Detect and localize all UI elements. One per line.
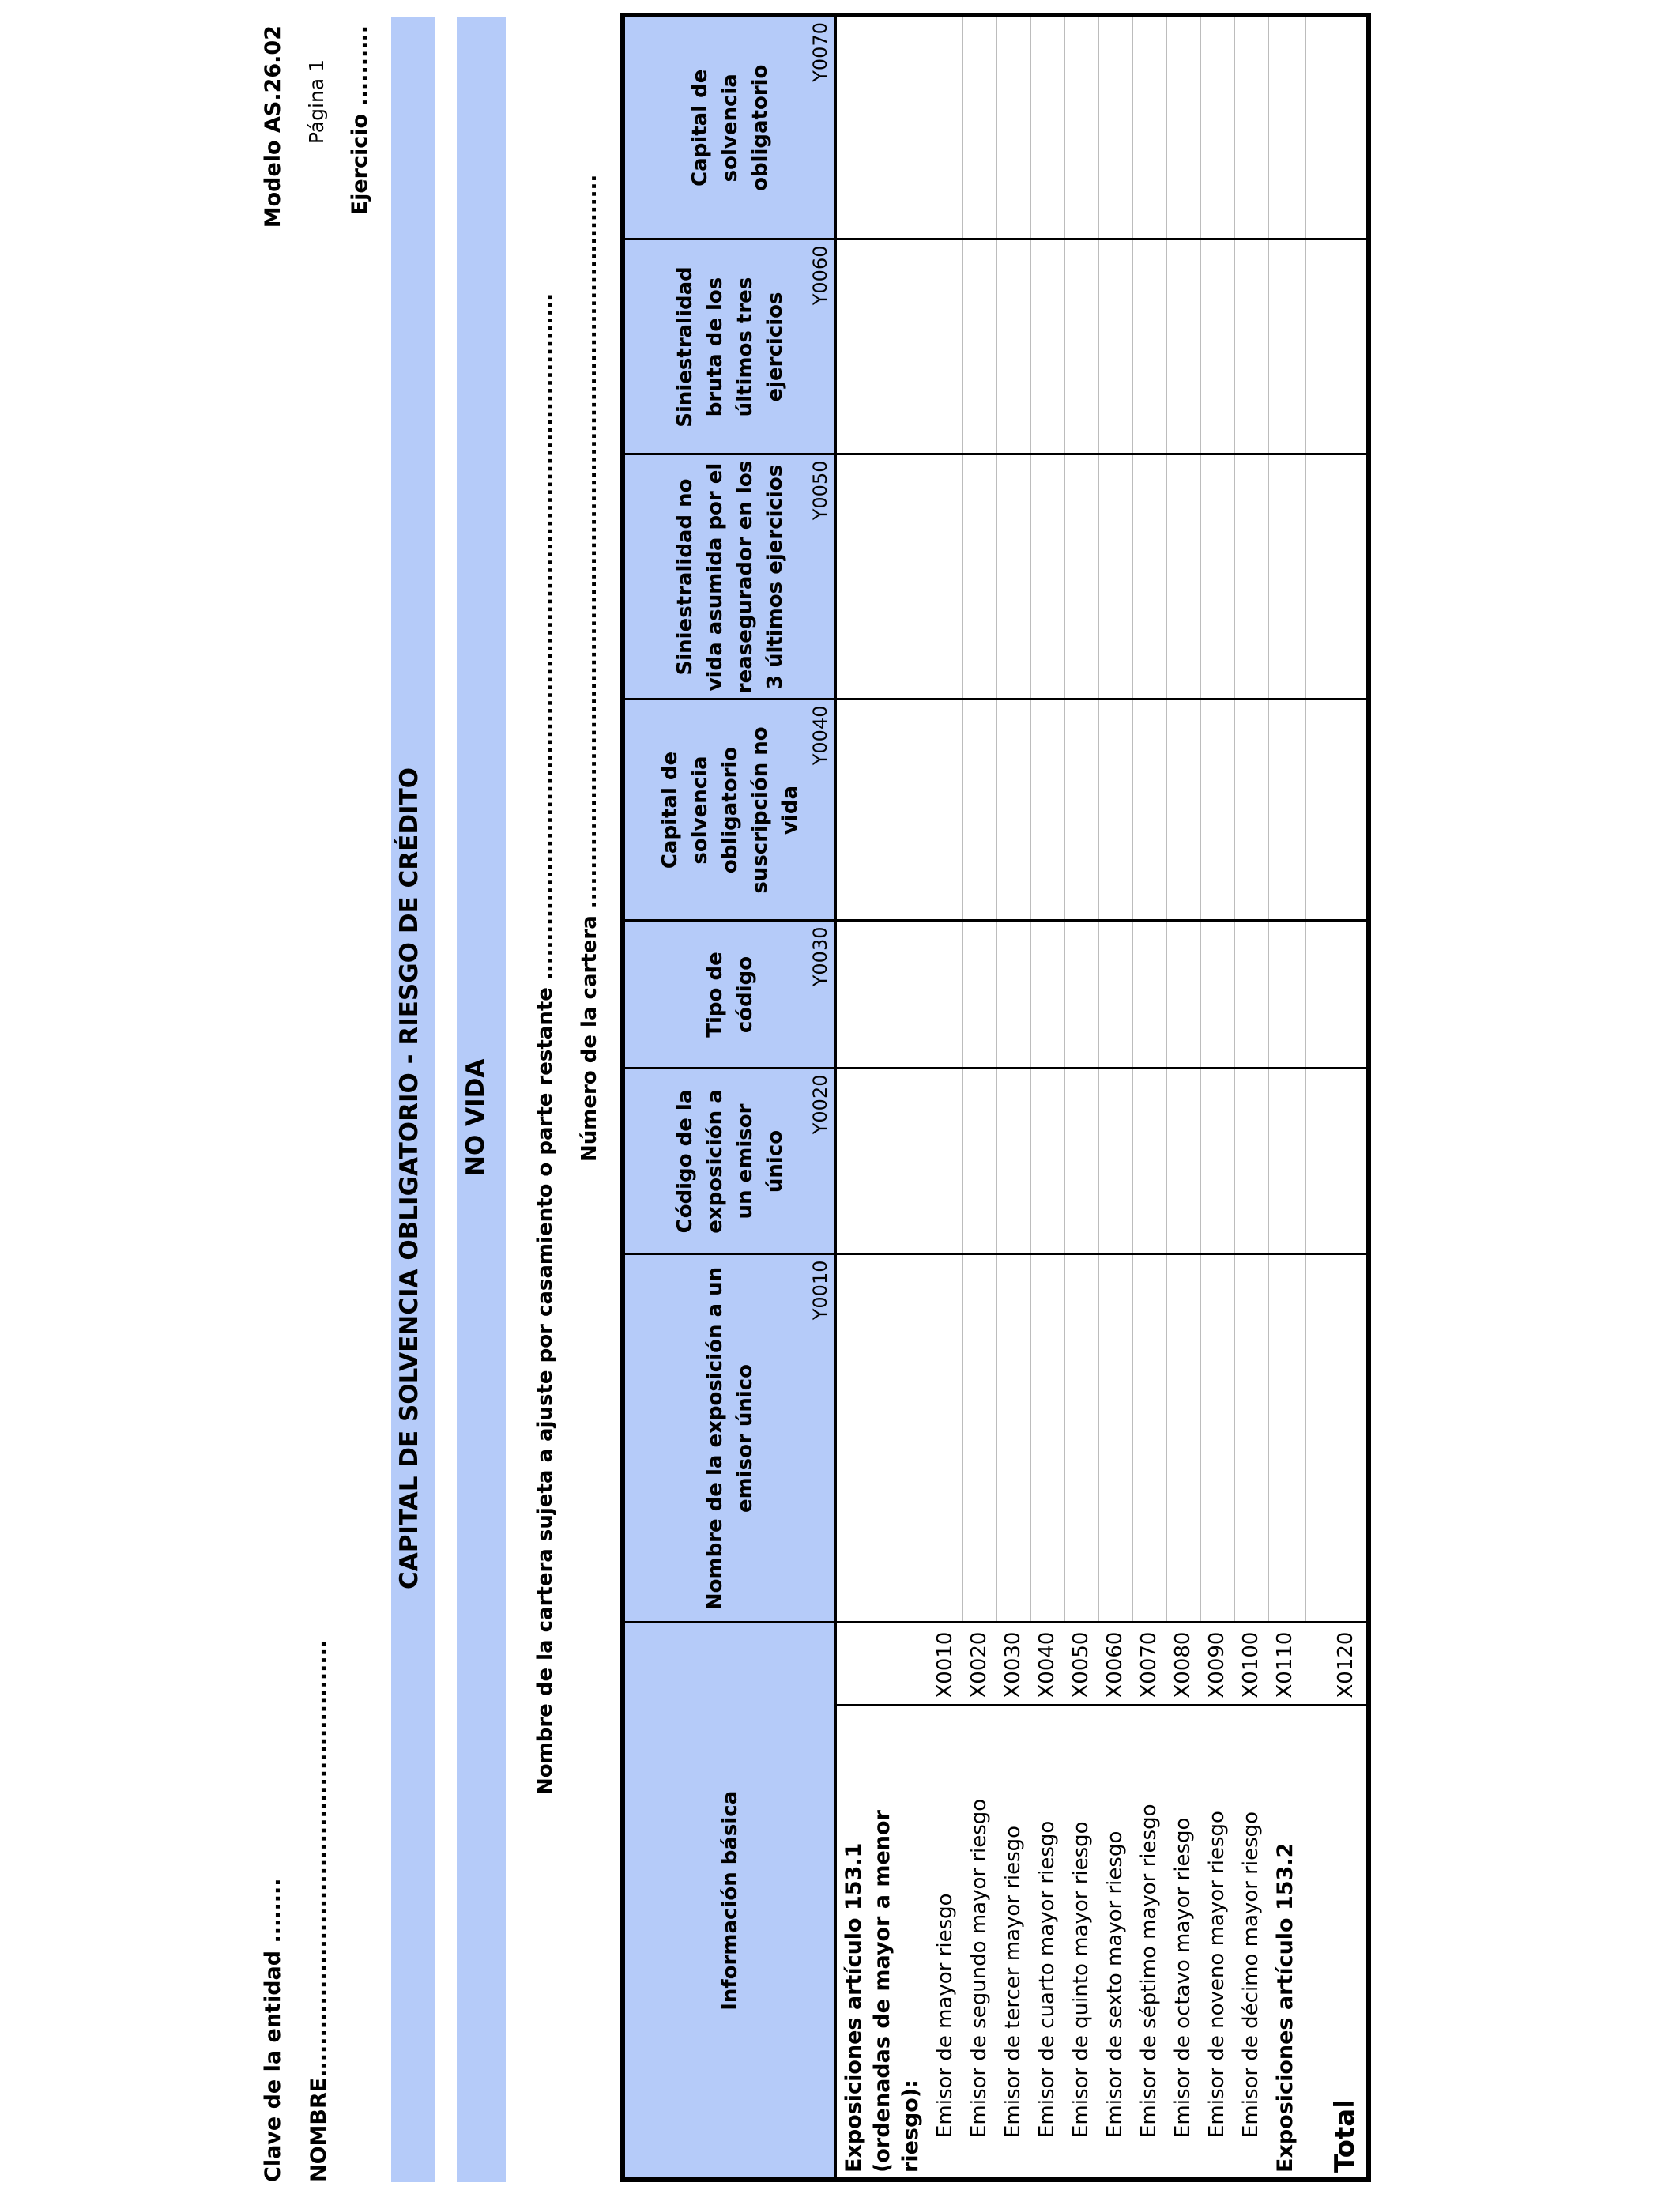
data-cell-y0040[interactable] bbox=[1132, 699, 1166, 921]
data-cell-y0020[interactable] bbox=[1234, 1069, 1268, 1254]
data-cell-y0010[interactable] bbox=[1132, 1254, 1166, 1623]
row-label: Emisor de quinto mayor riesgo bbox=[1069, 1821, 1093, 2138]
column-code: Y0030 bbox=[809, 926, 831, 987]
table-row bbox=[1200, 15, 1234, 2180]
column-header-y0040 bbox=[623, 699, 836, 921]
data-cell-y0050[interactable] bbox=[1030, 454, 1064, 699]
data-cell-y0070[interactable] bbox=[1200, 15, 1234, 239]
page-subtitle: NO VIDA bbox=[461, 1058, 490, 1176]
table-row bbox=[1132, 15, 1166, 2180]
data-cell-y0060[interactable] bbox=[1200, 239, 1234, 454]
data-cell-y0020[interactable] bbox=[1166, 1069, 1200, 1254]
row-code-cell bbox=[1132, 1623, 1166, 1706]
data-cell-y0050[interactable] bbox=[1268, 454, 1305, 699]
portfolio-number-field[interactable]: .............................................................................................. bbox=[578, 174, 601, 909]
data-cell-y0070[interactable] bbox=[1132, 15, 1166, 239]
row-code: X0010 bbox=[933, 1631, 957, 1698]
row-label-cell bbox=[1268, 1706, 1305, 2180]
data-cell-y0040[interactable] bbox=[1030, 699, 1064, 921]
data-cell-y0050[interactable] bbox=[1200, 454, 1234, 699]
column-header-y0010 bbox=[623, 1254, 836, 1623]
row-code: X0110 bbox=[1273, 1631, 1297, 1698]
data-cell-y0050[interactable] bbox=[1098, 454, 1132, 699]
column-label: Nombre de la exposición a un emisor único bbox=[703, 1266, 757, 1611]
row-code: X0120 bbox=[1334, 1631, 1358, 1698]
row-code-cell bbox=[1166, 1623, 1200, 1706]
table-row bbox=[929, 15, 962, 2180]
data-cell-y0050[interactable] bbox=[962, 454, 996, 699]
portfolio-name-text: Nombre de la cartera sujeta a ajuste por casamiento o parte restante bbox=[533, 987, 557, 1795]
data-cell-y0010[interactable] bbox=[996, 1254, 1030, 1623]
data-cell-y0070[interactable] bbox=[1166, 15, 1200, 239]
row-code-cell bbox=[1030, 1623, 1064, 1706]
column-header-y0060 bbox=[623, 239, 836, 454]
data-cell-y0060[interactable] bbox=[1305, 239, 1369, 454]
data-cell-y0030[interactable] bbox=[1132, 921, 1166, 1069]
data-cell-y0050[interactable] bbox=[1166, 454, 1200, 699]
data-cell-y0030[interactable] bbox=[1098, 921, 1132, 1069]
clave-entidad-label: Clave de la entidad ........ bbox=[261, 1878, 285, 2182]
row-label-cell bbox=[1064, 1706, 1098, 2180]
data-cell-y0070[interactable] bbox=[929, 15, 962, 239]
data-cell-y0030[interactable] bbox=[929, 921, 962, 1069]
row-label: Emisor de segundo mayor riesgo bbox=[967, 1798, 991, 2138]
row-header-label: Información básica bbox=[718, 1790, 742, 2011]
row-code-cell bbox=[1234, 1623, 1268, 1706]
data-cell-y0070[interactable] bbox=[1234, 15, 1268, 239]
data-cell-y0030[interactable] bbox=[836, 921, 929, 1069]
column-label: Código de la exposición a un emisor único bbox=[672, 1089, 787, 1234]
data-cell-y0010[interactable] bbox=[1200, 1254, 1234, 1623]
data-cell-y0040[interactable] bbox=[1166, 699, 1200, 921]
row-code: X0050 bbox=[1069, 1631, 1093, 1698]
data-cell-y0010[interactable] bbox=[1166, 1254, 1200, 1623]
column-code: Y0020 bbox=[809, 1074, 831, 1135]
column-label: Tipo de código bbox=[703, 952, 757, 1038]
data-cell-y0060[interactable] bbox=[1166, 239, 1200, 454]
data-cell-y0010[interactable] bbox=[836, 1254, 929, 1623]
portfolio-number-label bbox=[578, 175, 601, 1162]
data-cell-y0020[interactable] bbox=[1064, 1069, 1098, 1254]
data-cell-y0060[interactable] bbox=[1268, 239, 1305, 454]
data-cell-y0030[interactable] bbox=[996, 921, 1030, 1069]
page-title: CAPITAL DE SOLVENCIA OBLIGATORIO - RIESGO DE CRÉDITO bbox=[395, 767, 424, 1589]
column-code: Y0060 bbox=[809, 245, 831, 306]
row-code-cell bbox=[1098, 1623, 1132, 1706]
data-cell-y0010[interactable] bbox=[1305, 1254, 1369, 1623]
data-cell-y0010[interactable] bbox=[962, 1254, 996, 1623]
data-cell-y0040[interactable] bbox=[1234, 699, 1268, 921]
data-cell-y0010[interactable] bbox=[1234, 1254, 1268, 1623]
data-cell-y0010[interactable] bbox=[1098, 1254, 1132, 1623]
data-cell-y0030[interactable] bbox=[1234, 921, 1268, 1069]
row-code: X0100 bbox=[1239, 1631, 1263, 1698]
data-cell-y0020[interactable] bbox=[929, 1069, 962, 1254]
table-row bbox=[1030, 15, 1064, 2180]
column-code: Y0070 bbox=[809, 22, 831, 82]
data-cell-y0030[interactable] bbox=[962, 921, 996, 1069]
data-cell-y0030[interactable] bbox=[1030, 921, 1064, 1069]
row-label: Emisor de mayor riesgo bbox=[933, 1893, 957, 2138]
data-cell-y0020[interactable] bbox=[1200, 1069, 1234, 1254]
data-cell-y0060[interactable] bbox=[929, 239, 962, 454]
row-code-cell bbox=[1305, 1623, 1369, 1706]
data-cell-y0060[interactable] bbox=[1030, 239, 1064, 454]
row-code: X0080 bbox=[1171, 1631, 1195, 1698]
column-label: Capital de solvencia obligatorio bbox=[687, 64, 772, 191]
row-code-cell bbox=[1064, 1623, 1098, 1706]
data-cell-y0010[interactable] bbox=[1268, 1254, 1305, 1623]
data-cell-y0010[interactable] bbox=[929, 1254, 962, 1623]
row-code: X0040 bbox=[1035, 1631, 1059, 1698]
data-cell-y0010[interactable] bbox=[1030, 1254, 1064, 1623]
section-row bbox=[836, 15, 929, 2180]
data-cell-y0040[interactable] bbox=[1064, 699, 1098, 921]
data-cell-y0040[interactable] bbox=[836, 699, 929, 921]
column-code: Y0010 bbox=[809, 1260, 831, 1321]
data-cell-y0030[interactable] bbox=[1268, 921, 1305, 1069]
row-code: X0030 bbox=[1001, 1631, 1025, 1698]
table-row bbox=[1234, 15, 1268, 2180]
data-cell-y0030[interactable] bbox=[1166, 921, 1200, 1069]
data-cell-y0050[interactable] bbox=[1064, 454, 1098, 699]
row-label-cell bbox=[1200, 1706, 1234, 2180]
column-header-y0030 bbox=[623, 921, 836, 1069]
row-label-cell bbox=[1098, 1706, 1132, 2180]
solvency-table bbox=[620, 13, 1371, 2182]
data-cell-y0040[interactable] bbox=[962, 699, 996, 921]
table-row bbox=[1166, 15, 1200, 2180]
data-cell-y0070[interactable] bbox=[996, 15, 1030, 239]
data-cell-y0040[interactable] bbox=[929, 699, 962, 921]
row-code-cell bbox=[1268, 1623, 1305, 1706]
data-cell-y0050[interactable] bbox=[1132, 454, 1166, 699]
row-code: X0020 bbox=[967, 1631, 991, 1698]
row-label-cell bbox=[996, 1706, 1030, 2180]
row-code-cell bbox=[929, 1623, 962, 1706]
row-code-cell bbox=[836, 1623, 929, 1706]
data-cell-y0020[interactable] bbox=[836, 1069, 929, 1254]
data-cell-y0040[interactable] bbox=[1098, 699, 1132, 921]
total-row bbox=[1305, 15, 1369, 2180]
pagina-label: Página 1 bbox=[305, 59, 328, 145]
data-cell-y0020[interactable] bbox=[962, 1069, 996, 1254]
row-label: Emisor de séptimo mayor riesgo bbox=[1137, 1804, 1161, 2138]
row-label-cell bbox=[962, 1706, 996, 2180]
data-cell-y0060[interactable] bbox=[1234, 239, 1268, 454]
portfolio-name-label bbox=[533, 293, 557, 1795]
row-label-cell bbox=[929, 1706, 962, 2180]
data-cell-y0060[interactable] bbox=[996, 239, 1030, 454]
column-label: Capital de solvencia obligatorio suscripción no vida bbox=[657, 726, 802, 894]
row-code-cell bbox=[1200, 1623, 1234, 1706]
data-cell-y0060[interactable] bbox=[1064, 239, 1098, 454]
data-cell-y0010[interactable] bbox=[1064, 1254, 1098, 1623]
row-code: X0070 bbox=[1137, 1631, 1161, 1698]
column-code: Y0050 bbox=[809, 460, 831, 521]
table-row bbox=[996, 15, 1030, 2180]
section-heading: Exposiciones artículo 153.2 bbox=[1273, 1842, 1298, 2173]
data-cell-y0020[interactable] bbox=[1132, 1069, 1166, 1254]
data-cell-y0040[interactable] bbox=[1200, 699, 1234, 921]
data-cell-y0060[interactable] bbox=[1132, 239, 1166, 454]
data-cell-y0030[interactable] bbox=[1305, 921, 1369, 1069]
row-code: X0090 bbox=[1205, 1631, 1229, 1698]
column-label: Siniestralidad no vida asumida por el reasegurador en los 3 últimos ejercicios bbox=[672, 460, 787, 694]
row-code bbox=[837, 1624, 842, 1702]
data-cell-y0020[interactable] bbox=[1305, 1069, 1369, 1254]
column-label: Siniestralidad bruta de los últimos tres ejercicios bbox=[672, 266, 787, 428]
data-cell-y0050[interactable] bbox=[1234, 454, 1268, 699]
portfolio-name-field[interactable]: ........................................................................................ bbox=[533, 292, 557, 981]
data-cell-y0070[interactable] bbox=[1098, 15, 1132, 239]
section-row bbox=[1268, 15, 1305, 2180]
row-label-cell bbox=[836, 1706, 929, 2180]
column-header-y0020 bbox=[623, 1069, 836, 1254]
row-label: Emisor de octavo mayor riesgo bbox=[1171, 1817, 1195, 2138]
row-code: X0060 bbox=[1103, 1631, 1127, 1698]
data-cell-y0020[interactable] bbox=[1030, 1069, 1064, 1254]
row-header-cell bbox=[623, 1623, 836, 2180]
column-header-y0050 bbox=[623, 454, 836, 699]
table-row bbox=[1064, 15, 1098, 2180]
data-cell-y0060[interactable] bbox=[962, 239, 996, 454]
data-cell-y0020[interactable] bbox=[996, 1069, 1030, 1254]
modelo-label: Modelo AS.26.02 bbox=[261, 25, 285, 228]
total-label: Total bbox=[1329, 2099, 1361, 2173]
row-label: Emisor de noveno mayor riesgo bbox=[1205, 1811, 1229, 2138]
table-row bbox=[1098, 15, 1132, 2180]
row-label: Emisor de décimo mayor riesgo bbox=[1239, 1811, 1263, 2138]
row-label-cell bbox=[1305, 1706, 1369, 2180]
row-label: Emisor de tercer mayor riesgo bbox=[1001, 1825, 1025, 2138]
row-label-cell bbox=[1030, 1706, 1064, 2180]
data-cell-y0050[interactable] bbox=[836, 454, 929, 699]
column-code: Y0040 bbox=[809, 705, 831, 766]
row-label-cell bbox=[1132, 1706, 1166, 2180]
nombre-label: NOMBRE...................................................... bbox=[307, 1639, 331, 2182]
table-row bbox=[962, 15, 996, 2180]
data-cell-y0070[interactable] bbox=[962, 15, 996, 239]
section-heading: Exposiciones artículo 153.1 (ordenadas de mayor a menor riesgo): bbox=[842, 1810, 923, 2173]
data-cell-y0050[interactable] bbox=[1305, 454, 1369, 699]
data-cell-y0030[interactable] bbox=[1200, 921, 1234, 1069]
header-row bbox=[623, 15, 836, 2180]
row-label: Emisor de sexto mayor riesgo bbox=[1103, 1830, 1127, 2138]
data-cell-y0070[interactable] bbox=[1030, 15, 1064, 239]
row-label-cell bbox=[1234, 1706, 1268, 2180]
data-cell-y0030[interactable] bbox=[1064, 921, 1098, 1069]
data-cell-y0070[interactable] bbox=[836, 15, 929, 239]
data-cell-y0020[interactable] bbox=[1268, 1069, 1305, 1254]
row-code-cell bbox=[996, 1623, 1030, 1706]
data-cell-y0070[interactable] bbox=[1064, 15, 1098, 239]
data-cell-y0050[interactable] bbox=[996, 454, 1030, 699]
data-cell-y0060[interactable] bbox=[836, 239, 929, 454]
data-cell-y0070[interactable] bbox=[1305, 15, 1369, 239]
row-code-cell bbox=[962, 1623, 996, 1706]
data-cell-y0020[interactable] bbox=[1098, 1069, 1132, 1254]
data-cell-y0040[interactable] bbox=[996, 699, 1030, 921]
data-cell-y0040[interactable] bbox=[1305, 699, 1369, 921]
data-cell-y0070[interactable] bbox=[1268, 15, 1305, 239]
data-cell-y0050[interactable] bbox=[929, 454, 962, 699]
data-cell-y0040[interactable] bbox=[1268, 699, 1305, 921]
portfolio-number-text: Número de la cartera bbox=[578, 915, 601, 1162]
row-label: Emisor de cuarto mayor riesgo bbox=[1035, 1820, 1059, 2138]
ejercicio-label: Ejercicio .......... bbox=[348, 25, 372, 216]
row-label-cell bbox=[1166, 1706, 1200, 2180]
data-cell-y0060[interactable] bbox=[1098, 239, 1132, 454]
column-header-y0070 bbox=[623, 15, 836, 239]
